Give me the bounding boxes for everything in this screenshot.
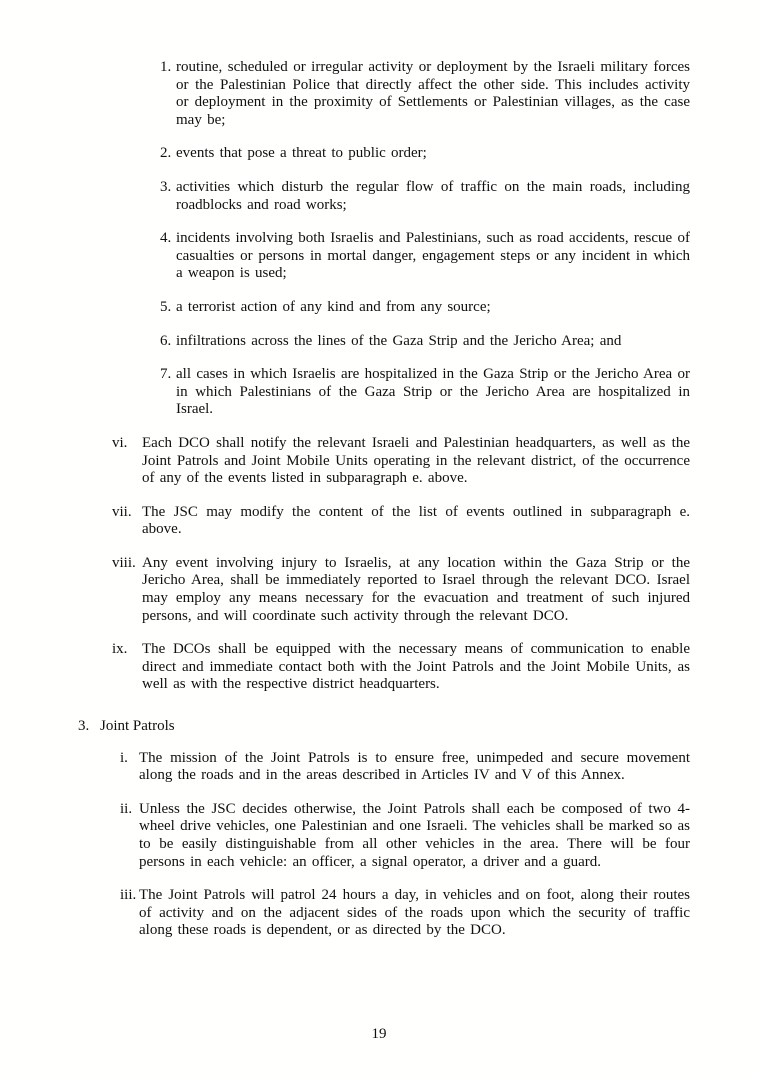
item-marker: iii.: [120, 887, 137, 904]
item-text: Each DCO shall notify the relevant Israeli and Palestinian headquarters, as well as the Joint Patrols and Joint Mobile Units operating in the relevant district, of the occurrence of any of the events listed in subparagraph e. above.: [142, 434, 690, 487]
joint-patrols-item: [120, 887, 690, 940]
item-text: The JSC may modify the content of the list of events outlined in subparagraph e. above.: [142, 503, 690, 538]
event-item: [160, 366, 690, 419]
page-number: 19: [371, 1026, 387, 1042]
event-item: [160, 230, 690, 283]
item-marker: viii.: [112, 554, 136, 571]
item-marker: 5.: [160, 298, 172, 315]
item-marker: 3.: [160, 178, 172, 195]
section-marker: 3.: [78, 718, 90, 735]
item-text: all cases in which Israelis are hospitalized in the Gaza Strip or the Jericho Area or in which Palestinians of the Gaza Strip or the Jericho Area are hospitalized in Israel.: [176, 366, 690, 418]
section-title: Joint Patrols: [100, 718, 175, 735]
joint-patrols-item: [120, 750, 690, 785]
item-text: activities which disturb the regular flow of traffic on the main roads, including roadblocks and road works;: [176, 178, 690, 213]
event-item: [160, 179, 690, 214]
event-item: [160, 145, 690, 163]
item-text: events that pose a threat to public order;: [176, 145, 427, 162]
item-text: Any event involving injury to Israelis, at any location within the Gaza Strip or the Jericho Area, shall be immediately reported to Israel through the relevant DCO. Israel may employ any means necessary for the evacuation and treatment of such injured persons, and will coordinate such activity through the relevant DCO.: [142, 554, 690, 624]
events-list: [160, 59, 690, 419]
item-text: incidents involving both Israelis and Palestinians, such as road accidents, rescue of casualties or persons in mortal danger, engagement steps or any incident in which a weapon is used;: [176, 230, 690, 282]
event-item: [160, 333, 690, 351]
item-text: a terrorist action of any kind and from any source;: [176, 298, 491, 315]
item-marker: 4.: [160, 230, 172, 247]
subparagraph-item: [112, 435, 690, 488]
item-text: infiltrations across the lines of the Gaza Strip and the Jericho Area; and: [176, 332, 622, 349]
subparagraph-item: [112, 504, 690, 539]
item-marker: vi.: [112, 434, 128, 451]
subparagraph-list: [112, 435, 690, 694]
item-text: The DCOs shall be equipped with the necessary means of communication to enable direct and immediate contact both with the Joint Patrols and the Joint Mobile Units, as well as with the respective district headquarters.: [142, 641, 690, 693]
item-marker: 7.: [160, 366, 172, 383]
item-text: The mission of the Joint Patrols is to ensure free, unimpeded and secure movement along the roads and in the areas described in Articles IV and V of this Annex.: [139, 749, 690, 784]
item-marker: vii.: [112, 503, 132, 520]
event-item: [160, 299, 690, 317]
event-item: [160, 59, 690, 129]
subparagraph-item: [112, 641, 690, 694]
item-text: The Joint Patrols will patrol 24 hours a day, in vehicles and on foot, along their routes of activity and on the adjacent sides of the roads upon which the security of traffic along these roads is dependent, or as directed by the DCO.: [139, 887, 690, 939]
item-marker: ix.: [112, 641, 128, 658]
section-heading-joint-patrols: [78, 718, 758, 736]
item-marker: ii.: [120, 800, 133, 817]
item-marker: 1.: [160, 59, 172, 75]
item-text: Unless the JSC decides otherwise, the Joint Patrols shall each be composed of two 4-wheel drive vehicles, one Palestinian and one Israeli. The vehicles shall be marked so as to be easily distinguishable from all other vehicles in the area. There will be four persons in each vehicle: an officer, a signal operator, a driver and a guard.: [139, 800, 690, 870]
item-marker: i.: [120, 749, 128, 766]
subparagraph-item: [112, 555, 690, 625]
item-marker: 6.: [160, 332, 172, 349]
joint-patrols-item: [120, 801, 690, 871]
item-text: routine, scheduled or irregular activity or deployment by the Israeli military forces or the Palestinian Police that directly affect the other side. This includes activity or deployment in the proximity of Settlements or Palestinian villages, as the case may be;: [176, 59, 690, 128]
joint-patrols-list: [120, 750, 690, 940]
item-marker: 2.: [160, 145, 172, 162]
